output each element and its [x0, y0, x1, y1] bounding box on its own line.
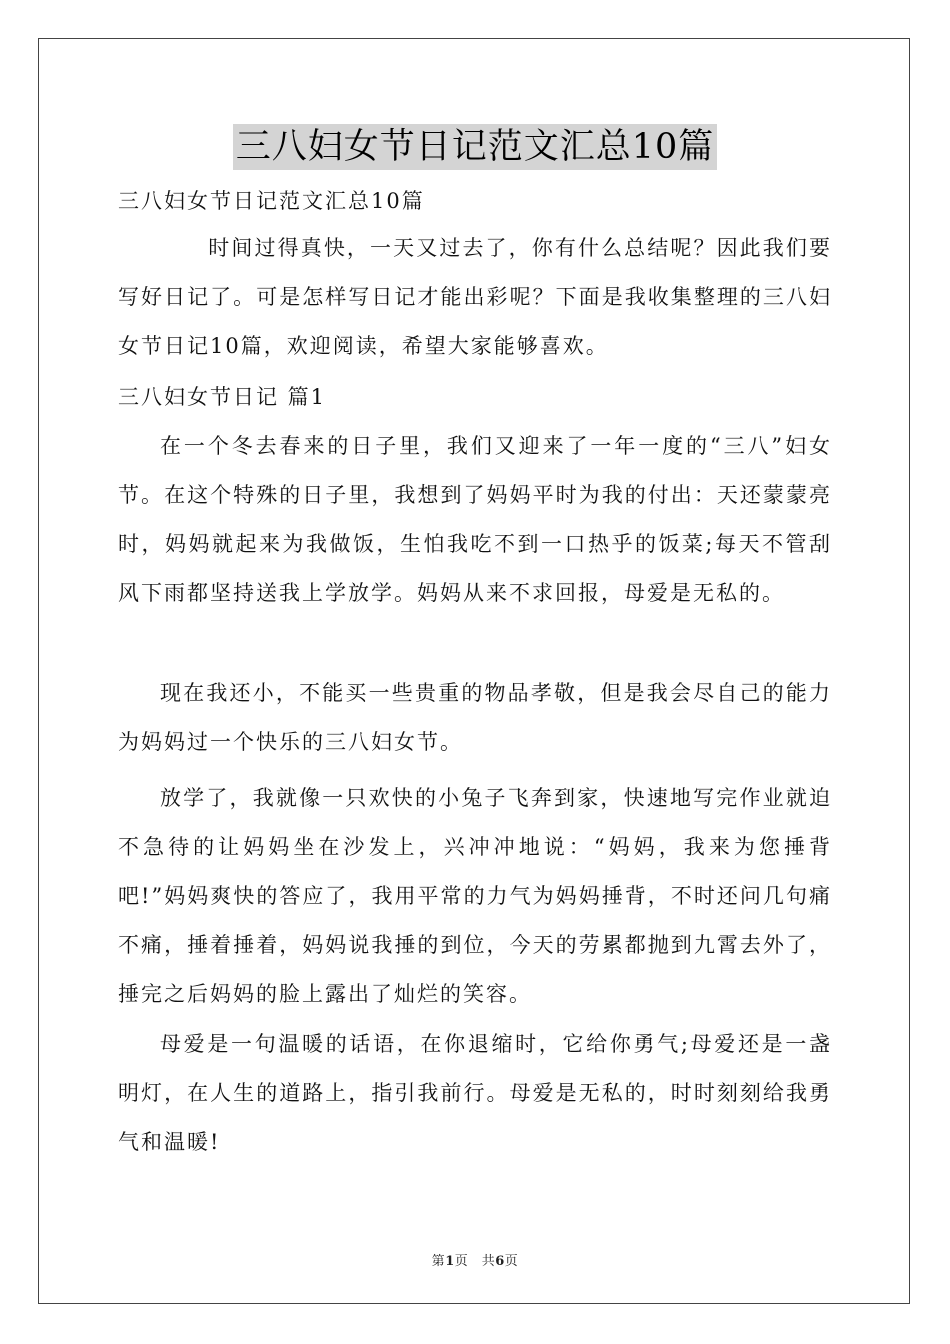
subtitle: 三八妇女节日记范文汇总10篇 [118, 189, 425, 213]
document-title: 三八妇女节日记范文汇总10篇 [233, 124, 718, 170]
intro-block [118, 224, 832, 371]
footer-page-prefix: 第 [431, 1254, 446, 1269]
footer-current-page: 1 [445, 1254, 455, 1269]
footer-page-mid: 页 共 [454, 1254, 496, 1269]
body-paragraph-1-block [118, 422, 832, 618]
body-paragraph-3-block [118, 774, 832, 1019]
subtitle-block [118, 177, 832, 226]
section-heading-block [118, 373, 832, 422]
intro-paragraph: 时间过得真快，一天又过去了，你有什么总结呢？因此我们要写好日记了。可是怎样写日记才能出彩呢？下面是我收集整理的三八妇女节日记10篇，欢迎阅读，希望大家能够喜欢。 [118, 236, 832, 358]
body-paragraph: 放学了，我就像一只欢快的小兔子飞奔到家，快速地写完作业就迫不急待的让妈妈坐在沙发上，兴冲冲地说：“妈妈，我来为您捶背吧!”妈妈爽快的答应了，我用平常的力气为妈妈捶背，不时还问几句痛不痛，捶着捶着，妈妈说我捶的到位，今天的劳累都抛到九霄去外了，捶完之后妈妈的脸上露出了灿烂的笑容。 [118, 786, 832, 1006]
body-paragraph-2-block [118, 669, 832, 767]
page-footer [0, 1250, 950, 1269]
footer-total-pages: 6 [495, 1254, 505, 1269]
document-title-wrap [0, 124, 950, 170]
body-paragraph-4-block [118, 1020, 832, 1167]
footer-page-suffix: 页 [504, 1254, 519, 1269]
body-paragraph: 现在我还小，不能买一些贵重的物品孝敬，但是我会尽自己的能力为妈妈过一个快乐的三八妇女节。 [118, 681, 832, 754]
body-paragraph: 母爱是一句温暖的话语，在你退缩时，它给你勇气;母爱还是一盏明灯，在人生的道路上，指引我前行。母爱是无私的，时时刻刻给我勇气和温暖! [118, 1032, 832, 1154]
body-paragraph: 在一个冬去春来的日子里，我们又迎来了一年一度的“三八”妇女节。在这个特殊的日子里，我想到了妈妈平时为我的付出：天还蒙蒙亮时，妈妈就起来为我做饭，生怕我吃不到一口热乎的饭菜;每天不管刮风下雨都坚持送我上学放学。妈妈从来不求回报，母爱是无私的。 [118, 434, 832, 605]
section-heading: 三八妇女节日记 篇1 [118, 385, 327, 409]
